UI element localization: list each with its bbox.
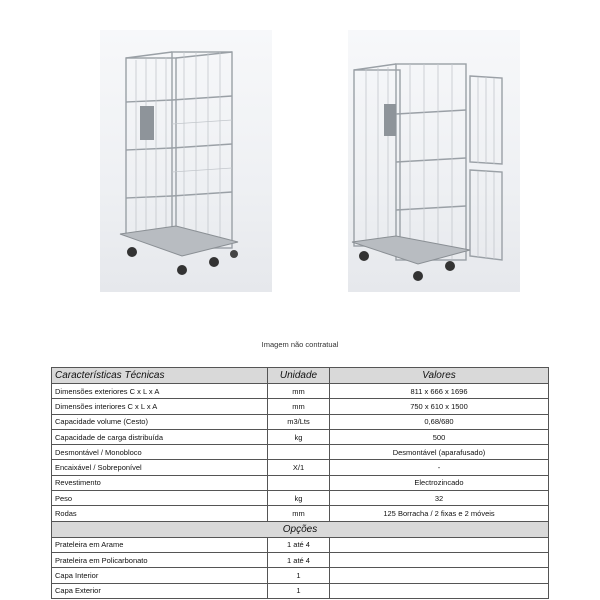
spec-value: - [330, 460, 549, 475]
spec-unit: mm [268, 399, 330, 414]
spec-value: Desmontável (aparafusado) [330, 445, 549, 460]
table-row [52, 583, 549, 598]
spec-unit [268, 475, 330, 490]
spec-unit: mm [268, 506, 330, 521]
spec-label: Revestimento [52, 475, 268, 490]
spec-label: Rodas [52, 506, 268, 521]
table-row [52, 475, 549, 490]
roll-container-closed-illustration [100, 30, 272, 292]
roll-container-open-illustration [348, 30, 520, 292]
spec-value: 0,68/680 [330, 414, 549, 429]
option-quantity: 1 até 4 [268, 552, 330, 567]
spec-value: 811 x 666 x 1696 [330, 384, 549, 399]
spec-unit: m3/Lts [268, 414, 330, 429]
table-row [52, 429, 549, 444]
table-row [52, 506, 549, 521]
spec-value: 32 [330, 491, 549, 506]
header-values: Valores [330, 368, 549, 384]
spec-value: Electrozincado [330, 475, 549, 490]
spec-value: 500 [330, 429, 549, 444]
spec-label: Encaixável / Sobreponível [52, 460, 268, 475]
table-header-row [52, 368, 549, 384]
option-value [330, 552, 549, 567]
option-value [330, 537, 549, 552]
spec-label: Capacidade volume (Cesto) [52, 414, 268, 429]
spec-unit [268, 445, 330, 460]
option-label: Prateleira em Arame [52, 537, 268, 552]
product-photo-open [348, 30, 520, 292]
spec-unit: X/1 [268, 460, 330, 475]
spec-label: Capacidade de carga distribuída [52, 429, 268, 444]
table-row [52, 568, 549, 583]
spec-value: 750 x 610 x 1500 [330, 399, 549, 414]
table-row [52, 384, 549, 399]
option-label: Capa Interior [52, 568, 268, 583]
table-row [52, 537, 549, 552]
spec-label: Dimensões interiores C x L x A [52, 399, 268, 414]
spec-label: Desmontável / Monobloco [52, 445, 268, 460]
product-photo-closed [100, 30, 272, 292]
table-row [52, 399, 549, 414]
option-quantity: 1 até 4 [268, 537, 330, 552]
option-label: Capa Exterior [52, 583, 268, 598]
options-section-row [52, 521, 549, 537]
technical-specifications-table [51, 367, 549, 599]
header-characteristics: Características Técnicas [52, 368, 268, 384]
spec-label: Peso [52, 491, 268, 506]
image-caption: Imagem não contratual [261, 340, 339, 349]
table-row [52, 460, 549, 475]
option-quantity: 1 [268, 568, 330, 583]
header-unit: Unidade [268, 368, 330, 384]
table-row [52, 445, 549, 460]
spec-unit: mm [268, 384, 330, 399]
options-title: Opções [52, 521, 549, 537]
spec-value: 125 Borracha / 2 fixas e 2 móveis [330, 506, 549, 521]
table-row [52, 414, 549, 429]
option-label: Prateleira em Policarbonato [52, 552, 268, 567]
option-quantity: 1 [268, 583, 330, 598]
spec-label: Dimensões exteriores C x L x A [52, 384, 268, 399]
spec-unit: kg [268, 491, 330, 506]
spec-unit: kg [268, 429, 330, 444]
table-row [52, 491, 549, 506]
table-row [52, 552, 549, 567]
option-value [330, 568, 549, 583]
option-value [330, 583, 549, 598]
